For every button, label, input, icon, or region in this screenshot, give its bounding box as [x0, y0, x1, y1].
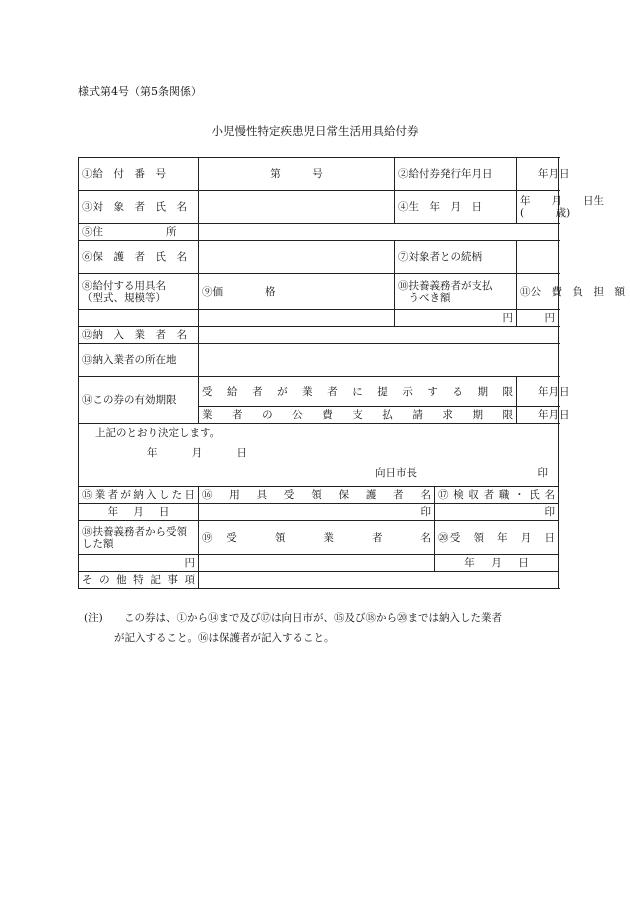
label-validity-period: ⑭この券の有効期限 — [79, 377, 199, 424]
row-delivery-values — [79, 504, 559, 521]
label-price: ⑨価 格 — [199, 274, 395, 310]
label-receiving-guardian: ⑯用具受領保護者名 — [199, 487, 435, 504]
row-vendor-address — [79, 344, 559, 377]
amount-received-field: 円 — [79, 555, 199, 572]
address-field — [199, 224, 559, 241]
form-number: 様式第4号（第5条関係） — [78, 85, 202, 98]
label-amount-received: ⑱扶養義務者から受領した額 — [79, 521, 199, 555]
row-validity-present — [79, 377, 559, 407]
price-field — [199, 310, 395, 327]
row-receipt-headers — [79, 521, 559, 555]
issue-date-field: 年 月 日 — [517, 158, 559, 191]
receipt-date-field: 年 月 日 — [435, 555, 559, 572]
row-equipment-values — [79, 310, 559, 327]
notes-line-2: が記入すること。⑯は保護者が記入すること。 — [114, 632, 335, 644]
row-subject — [79, 191, 559, 224]
notes — [84, 608, 564, 648]
label-remarks: そ の 他 特 記 事 項 — [79, 572, 199, 589]
vendor-address-field — [199, 344, 559, 377]
receiving-vendor-field — [199, 555, 435, 572]
label-delivery-date: ⑮業者が納入した日 — [79, 487, 199, 504]
claim-deadline-field: 年 月 日 — [517, 407, 559, 424]
notes-line-1: この券は、①から⑭まで及び⑰は向日市が、⑮及び⑱から⑳までは納入した業者 — [124, 612, 502, 624]
label-birth-date: ④生 年 月 日 — [395, 191, 517, 224]
label-present-deadline: 受給者が業者に提示する期限 — [199, 377, 517, 407]
public-expense-field: 円 — [517, 310, 559, 327]
label-receipt-date: ⑳受 領 年 月 日 — [435, 521, 559, 555]
label-public-expense: ⑪公 費 負 担 額 — [517, 274, 559, 310]
inspector-seal: 印 — [435, 504, 559, 521]
label-payable-amount: ⑩扶養義務者が支払 うべき額 — [395, 274, 517, 310]
relationship-field — [517, 241, 559, 274]
equipment-name-field — [79, 310, 199, 327]
subject-name-field — [199, 191, 395, 224]
label-vendor-address: ⑬納入業者の所在地 — [79, 344, 199, 377]
guardian-name-field — [199, 241, 395, 274]
label-relationship: ⑦対象者との続柄 — [395, 241, 517, 274]
label-inspector: ⑰検収者職・氏名 — [435, 487, 559, 504]
document-title: 小児慢性特定疾患児日常生活用具給付券 — [211, 124, 419, 138]
label-guardian-name: ⑥保 護 者 氏 名 — [79, 241, 199, 274]
decision-block — [79, 424, 559, 487]
row-remarks — [79, 572, 559, 589]
row-vendor-name — [79, 327, 559, 344]
row-issue-number — [79, 158, 559, 191]
payable-amount-field: 円 — [395, 310, 517, 327]
row-receipt-values — [79, 555, 559, 572]
present-deadline-field: 年 月 日 — [517, 377, 559, 407]
mayor-line: 向日市長 印 — [375, 467, 548, 479]
label-address: ⑤住 所 — [79, 224, 199, 241]
label-claim-deadline: 業者の公費支払請求期限 — [199, 407, 517, 424]
notes-label: (注) — [84, 612, 103, 624]
vendor-name-field — [199, 327, 559, 344]
label-vendor-name: ⑫納 入 業 者 名 — [79, 327, 199, 344]
remarks-field — [199, 572, 559, 589]
row-decision — [79, 424, 559, 487]
label-issue-number: ①給 付 番 号 — [79, 158, 199, 191]
decision-date: 年 月 日 — [147, 447, 247, 459]
mayor-seal: 印 — [537, 467, 548, 479]
issue-number-field: 第 号 — [199, 158, 395, 191]
label-subject-name: ③対 象 者 氏 名 — [79, 191, 199, 224]
row-delivery-headers — [79, 487, 559, 504]
label-equipment-name: ⑧給付する用具名 （型式、規模等） — [79, 274, 199, 310]
label-issue-date: ②給付券発行年月日 — [395, 158, 517, 191]
row-guardian — [79, 241, 559, 274]
receiving-guardian-seal: 印 — [199, 504, 435, 521]
birth-date-field: 年 月 日生 ( 歳) — [517, 191, 559, 224]
decision-text: 上記のとおり決定します。 — [95, 427, 221, 439]
application-form-table — [78, 157, 625, 589]
delivery-date-field: 年 月 日 — [79, 504, 199, 521]
row-equipment-headers — [79, 274, 559, 310]
row-address — [79, 224, 559, 241]
label-receiving-vendor: ⑲受 領 業 者 名 — [199, 521, 435, 555]
